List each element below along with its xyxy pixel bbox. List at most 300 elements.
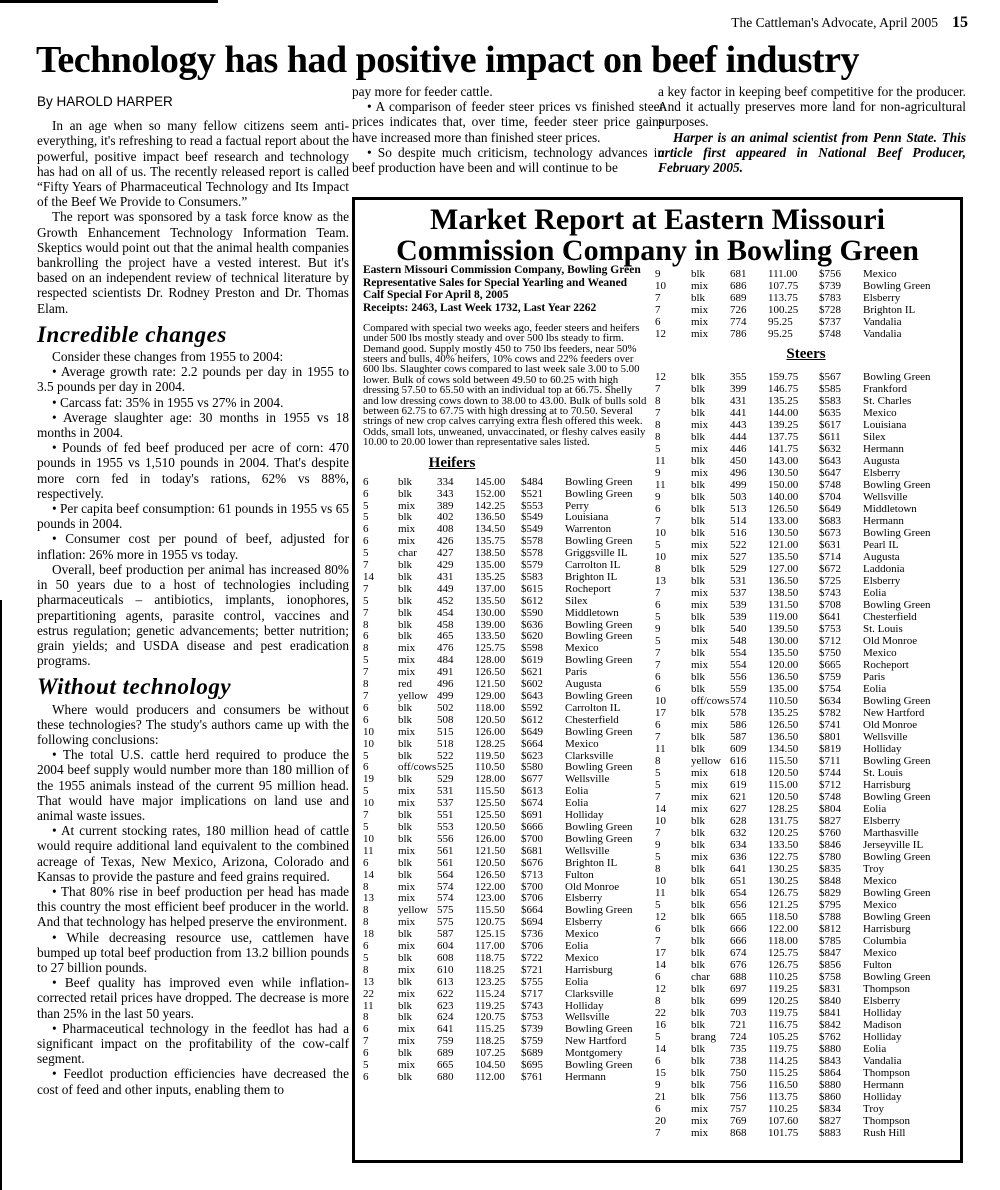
- sale-cell: 140.00: [768, 491, 799, 503]
- sale-cell: Bowling Green: [863, 479, 931, 491]
- sale-cell: Elsberry: [863, 815, 901, 827]
- sale-cell: 8: [363, 905, 369, 917]
- sale-row: [363, 691, 649, 703]
- sale-cell: 144.00: [768, 407, 799, 419]
- sale-cell: 125.50: [475, 810, 506, 822]
- sale-row: [655, 491, 957, 503]
- sale-cell: $634: [819, 695, 841, 707]
- sale-cell: Brighton IL: [863, 304, 916, 316]
- sale-cell: 697: [730, 983, 747, 995]
- sale-cell: 561: [437, 857, 454, 869]
- sale-row: [363, 584, 649, 596]
- article-headline: Technology has had positive impact on beef industry: [36, 39, 859, 81]
- sale-cell: 135.00: [768, 683, 799, 695]
- sale-cell: blk: [691, 863, 706, 875]
- sale-cell: $827: [819, 1115, 841, 1127]
- sale-cell: Augusta: [565, 679, 602, 691]
- sale-cell: Perry: [565, 500, 589, 512]
- sale-row: [363, 739, 649, 751]
- sale-row: [363, 810, 649, 822]
- sale-cell: 610: [437, 964, 454, 976]
- masthead: [731, 14, 968, 32]
- sale-cell: $641: [819, 611, 841, 623]
- sale-cell: 120.25: [768, 995, 799, 1007]
- sale-cell: 125.75: [475, 643, 506, 655]
- sale-cell: 125.75: [768, 947, 799, 959]
- paragraph: • While decreasing resource use, cattlemen have bumped up total beef production from 13.2 billion pounds to 27 billion pounds.: [37, 929, 349, 975]
- sale-cell: blk: [691, 923, 706, 935]
- sale-cell: 9: [655, 1079, 661, 1091]
- sale-row: [655, 431, 957, 443]
- sale-row: [655, 779, 957, 791]
- sale-cell: 5: [655, 611, 661, 623]
- sale-row: [363, 643, 649, 655]
- sale-cell: Bowling Green: [863, 755, 931, 767]
- sale-cell: 518: [437, 738, 454, 750]
- sale-cell: Middletown: [565, 607, 619, 619]
- sale-cell: 575: [437, 905, 454, 917]
- scan-artifact-top: [0, 0, 218, 3]
- sale-cell: 450: [730, 455, 747, 467]
- sale-cell: mix: [691, 467, 709, 479]
- sale-cell: 6: [655, 683, 661, 695]
- sale-cell: 5: [655, 851, 661, 863]
- sale-cell: Vandalia: [863, 1055, 902, 1067]
- sale-cell: 12: [655, 911, 666, 923]
- sale-cell: 119.00: [768, 611, 798, 623]
- sale-cell: 6: [363, 536, 369, 548]
- sale-cell: $521: [521, 488, 543, 500]
- sale-cell: 13: [363, 893, 374, 905]
- sale-cell: 137.00: [475, 583, 506, 595]
- sale-cell: red: [398, 679, 413, 691]
- sale-cell: Bowling Green: [863, 791, 931, 803]
- sale-cell: Harrisburg: [863, 923, 911, 935]
- sale-cell: $712: [819, 779, 841, 791]
- sale-cell: Bowling Green: [863, 695, 931, 707]
- sale-cell: 120.50: [475, 821, 506, 833]
- market-report-title-line2: Commission Company in Bowling Green: [396, 233, 919, 267]
- sale-cell: 444: [730, 431, 747, 443]
- sale-row: [655, 911, 957, 923]
- sale-cell: 7: [655, 587, 661, 599]
- sale-cell: 5: [363, 500, 369, 512]
- sale-cell: mix: [398, 1024, 416, 1036]
- sale-cell: char: [691, 971, 710, 983]
- paragraph: a key factor in keeping beef competitive for the producer. And it actually preserves more land for non-agricultural purposes.: [658, 84, 966, 130]
- sale-cell: 113.75: [768, 1091, 798, 1103]
- sale-cell: blk: [398, 583, 413, 595]
- sale-cell: $617: [819, 419, 841, 431]
- paragraph: • A comparison of feeder steer prices vs finished steer prices indicates that, over time, feeder steer price gains have increased more than finished steer prices.: [352, 99, 664, 145]
- sale-cell: Columbia: [863, 935, 907, 947]
- sale-cell: blk: [691, 1043, 706, 1055]
- sale-cell: 8: [655, 755, 661, 767]
- sale-row: [363, 715, 649, 727]
- sale-cell: 10: [655, 815, 666, 827]
- sale-row: [655, 851, 957, 863]
- sale-cell: Vandalia: [863, 328, 902, 340]
- sale-cell: 136.50: [768, 671, 799, 683]
- sale-cell: blk: [398, 1048, 413, 1060]
- sale-cell: 6: [655, 1055, 661, 1067]
- sale-cell: 118.50: [768, 911, 798, 923]
- sale-cell: blk: [691, 887, 706, 899]
- sale-cell: $736: [521, 929, 543, 941]
- sale-cell: 6: [655, 971, 661, 983]
- sale-row: [655, 1067, 957, 1079]
- sale-cell: $578: [521, 548, 543, 560]
- sale-cell: off/cows: [691, 695, 730, 707]
- sale-cell: 587: [437, 929, 454, 941]
- sale-row: [363, 917, 649, 929]
- sale-cell: 5: [363, 595, 369, 607]
- sale-cell: 6: [655, 719, 661, 731]
- sale-cell: blk: [398, 738, 413, 750]
- sale-cell: 574: [437, 881, 454, 893]
- sale-cell: 146.75: [768, 383, 799, 395]
- sale-cell: blk: [398, 476, 413, 488]
- sale-cell: $664: [521, 905, 543, 917]
- sale-cell: Bowling Green: [565, 691, 633, 702]
- byline: By HAROLD HARPER: [37, 94, 173, 109]
- sale-cell: 641: [437, 1024, 454, 1036]
- sale-cell: 139.25: [768, 419, 799, 431]
- sale-cell: Paris: [863, 671, 885, 683]
- paragraph: Receipts: 2463, Last Week 1732, Last Year 2262: [363, 302, 597, 315]
- sale-cell: blk: [398, 774, 413, 786]
- paragraph: Consider these changes from 1955 to 2004:: [52, 349, 284, 365]
- sale-cell: 6: [363, 524, 369, 536]
- sale-cell: $665: [819, 659, 841, 671]
- sale-cell: 107.75: [768, 280, 799, 292]
- paragraph: • That 80% rise in beef production per head has made this country the most efficient beef producer in the world. And that technology has helped preserve the environment.: [37, 883, 349, 930]
- sale-cell: 8: [655, 431, 661, 443]
- sale-cell: mix: [691, 719, 709, 731]
- sale-cell: Holliday: [863, 743, 902, 755]
- sale-cell: $753: [819, 623, 841, 635]
- sale-cell: $819: [819, 743, 841, 755]
- sale-row: [363, 667, 649, 679]
- sale-cell: Chesterfield: [565, 714, 619, 726]
- sale-row: [655, 863, 957, 875]
- sale-cell: 8: [363, 679, 369, 691]
- sale-cell: 120.00: [768, 659, 799, 671]
- paragraph: Harper is an animal scientist from Penn State. This article first appeared in National Beef Producer, February 2005.: [658, 129, 966, 176]
- sale-cell: mix: [691, 419, 709, 431]
- sale-cell: 686: [730, 280, 747, 292]
- sale-cell: mix: [398, 798, 416, 810]
- sale-row: [655, 947, 957, 959]
- sale-cell: blk: [691, 743, 706, 755]
- sale-cell: 427: [437, 548, 454, 560]
- sale-cell: 11: [363, 845, 374, 857]
- sale-row: [655, 1115, 957, 1127]
- sale-cell: 537: [730, 587, 747, 599]
- paragraph: • Consumer cost per pound of beef, adjusted for inflation: 26% more in 1955 vs today.: [37, 531, 349, 562]
- sale-cell: Carrolton IL: [565, 702, 621, 714]
- sale-row: [363, 524, 649, 536]
- sale-cell: Bowling Green: [863, 971, 931, 983]
- sale-row: [363, 941, 649, 953]
- sale-cell: mix: [691, 779, 709, 791]
- sale-row: [655, 292, 957, 304]
- sale-cell: $748: [819, 791, 841, 803]
- paragraph: • Pharmaceutical technology in the feedlot has had a significant impact on the profitability of the cow-calf segment.: [37, 1020, 349, 1067]
- sale-cell: 14: [655, 959, 666, 971]
- sale-cell: 674: [730, 947, 747, 959]
- sale-cell: $580: [521, 762, 543, 774]
- sale-cell: Mexico: [863, 899, 897, 911]
- sale-cell: Middletown: [863, 503, 917, 515]
- sale-row: [655, 671, 957, 683]
- sale-cell: 399: [730, 383, 747, 395]
- sale-cell: $759: [819, 671, 841, 683]
- sale-cell: 513: [730, 503, 747, 515]
- sale-cell: Louisiana: [863, 419, 907, 431]
- sale-row: [363, 786, 649, 798]
- sale-row: [655, 1043, 957, 1055]
- sale-cell: mix: [398, 845, 416, 857]
- sale-cell: 627: [730, 803, 747, 815]
- sale-cell: 10: [363, 738, 374, 750]
- sale-cell: 774: [730, 316, 747, 328]
- sale-row: [655, 479, 957, 491]
- sale-row: [655, 719, 957, 731]
- sale-cell: $883: [819, 1127, 841, 1139]
- sale-cell: Laddonia: [863, 563, 905, 575]
- sale-cell: 454: [437, 607, 454, 619]
- sale-row: [363, 477, 649, 489]
- sale-cell: mix: [398, 524, 416, 536]
- sale-cell: 7: [655, 304, 661, 316]
- sale-cell: 121.50: [475, 679, 506, 691]
- sale-cell: 666: [730, 923, 747, 935]
- sale-cell: Bowling Green: [565, 619, 633, 631]
- sale-cell: 126.50: [768, 503, 799, 515]
- sale-cell: mix: [398, 655, 416, 667]
- sale-cell: 502: [437, 702, 454, 714]
- sale-row: [655, 539, 957, 551]
- sale-cell: 22: [363, 988, 374, 1000]
- sale-cell: mix: [398, 667, 416, 679]
- sale-cell: 10: [655, 875, 666, 887]
- sale-cell: Thompson: [863, 983, 911, 995]
- sale-cell: 6: [363, 941, 369, 953]
- sale-cell: $842: [819, 1019, 841, 1031]
- sale-cell: mix: [691, 1127, 709, 1139]
- paragraph: • The total U.S. cattle herd required to produce the 2004 beef supply would number more than 180 million of the 1955 animals instead of the current 95 million head. That would have major implications on land use and animal waste issues.: [37, 747, 349, 823]
- sale-cell: Holliday: [863, 1031, 902, 1043]
- sale-cell: 10: [655, 280, 666, 292]
- sale-cell: 604: [437, 941, 454, 953]
- sale-cell: Rocheport: [863, 659, 909, 671]
- sale-cell: Bowling Green: [565, 726, 633, 738]
- sale-cell: 11: [655, 455, 666, 467]
- sale-cell: blk: [691, 947, 706, 959]
- sale-cell: blk: [398, 821, 413, 833]
- sale-cell: blk: [398, 976, 413, 988]
- sale-cell: 118.00: [768, 935, 798, 947]
- sale-cell: 8: [363, 917, 369, 929]
- sale-cell: $840: [819, 995, 841, 1007]
- sale-row: [655, 371, 957, 383]
- sale-cell: 150.00: [768, 479, 799, 491]
- sale-cell: 138.50: [475, 548, 506, 560]
- sale-cell: $689: [521, 1048, 543, 1060]
- sale-cell: $649: [521, 726, 543, 738]
- sale-cell: Silex: [863, 431, 886, 443]
- sale-cell: $635: [819, 407, 841, 419]
- sale-cell: 121.00: [768, 539, 799, 551]
- paragraph: The report was sponsored by a task force know as the Growth Enhancement Technology Information Team. Skeptics would point out that the animal health companies bankrolling the project have a vested interest. But it's based on an independent review of technical literature by respected scientists Dr. Rodney Preston and Dr. Thomas Elam.: [37, 209, 349, 316]
- sale-cell: Hermann: [863, 443, 904, 455]
- sale-cell: 5: [363, 750, 369, 762]
- sale-cell: 496: [437, 679, 454, 691]
- sale-cell: 14: [655, 1043, 666, 1055]
- sale-row: [655, 1055, 957, 1067]
- sale-cell: 636: [730, 851, 747, 863]
- sale-cell: St. Louis: [863, 767, 903, 779]
- sale-cell: 135.50: [475, 595, 506, 607]
- sale-cell: Eolia: [863, 683, 887, 695]
- sale-cell: 118.25: [475, 1036, 505, 1048]
- sale-cell: 121.50: [475, 845, 506, 857]
- sale-cell: Rush Hill: [863, 1127, 906, 1139]
- sale-cell: 120.75: [475, 1012, 506, 1024]
- paragraph: • Carcass fat: 35% in 1955 vs 27% in 2004.: [52, 394, 284, 410]
- sale-cell: blk: [398, 702, 413, 714]
- sale-cell: blk: [691, 491, 706, 503]
- sale-row: [655, 707, 957, 719]
- sale-cell: 6: [655, 1103, 661, 1115]
- sale-cell: $841: [819, 1007, 841, 1019]
- sale-cell: 16: [655, 1019, 666, 1031]
- sale-row: [655, 395, 957, 407]
- sale-cell: 95.25: [768, 316, 793, 328]
- sale-cell: 522: [437, 750, 454, 762]
- sale-cell: 699: [730, 995, 747, 1007]
- sale-cell: 117.00: [475, 941, 505, 953]
- sale-cell: 135.50: [768, 647, 799, 659]
- sale-cell: blk: [691, 671, 706, 683]
- sale-cell: blk: [691, 479, 706, 491]
- sale-cell: 139.50: [768, 623, 799, 635]
- sale-cell: Eolia: [863, 803, 887, 815]
- sale-cell: $706: [521, 893, 543, 905]
- sale-cell: 6: [655, 599, 661, 611]
- sale-cell: 8: [655, 395, 661, 407]
- sale-cell: $843: [819, 1055, 841, 1067]
- sale-cell: $592: [521, 702, 543, 714]
- sale-cell: $700: [521, 833, 543, 845]
- sale-cell: $856: [819, 959, 841, 971]
- sale-cell: $758: [819, 971, 841, 983]
- sale-cell: $631: [819, 539, 841, 551]
- market-report-right-column: [655, 264, 957, 1139]
- sale-cell: Harrisburg: [565, 964, 613, 976]
- sale-cell: yellow: [398, 691, 428, 702]
- sale-cell: 721: [730, 1019, 747, 1031]
- sale-cell: Chesterfield: [863, 611, 917, 623]
- sale-cell: 8: [363, 643, 369, 655]
- sale-cell: 465: [437, 631, 454, 643]
- sale-row: [655, 1091, 957, 1103]
- sale-row: [655, 1103, 957, 1115]
- sale-cell: 17: [655, 707, 666, 719]
- sale-cell: blk: [398, 952, 413, 964]
- heifers-table: [363, 477, 649, 1084]
- steers-table: [655, 371, 957, 1139]
- sale-cell: blk: [691, 815, 706, 827]
- sale-cell: Mexico: [863, 947, 897, 959]
- sale-cell: Augusta: [863, 551, 900, 563]
- sale-cell: blk: [691, 899, 706, 911]
- sale-cell: $717: [521, 988, 543, 1000]
- sale-cell: $691: [521, 810, 543, 822]
- sale-cell: mix: [691, 1115, 709, 1127]
- sale-cell: 7: [655, 292, 661, 304]
- sale-row: [655, 623, 957, 635]
- sale-cell: 15: [655, 1067, 666, 1079]
- sale-cell: $643: [819, 455, 841, 467]
- sale-cell: 656: [730, 899, 747, 911]
- sale-cell: 135.25: [475, 571, 506, 583]
- sale-cell: $739: [819, 280, 841, 292]
- sale-cell: blk: [691, 731, 706, 743]
- sale-cell: 9: [655, 268, 661, 280]
- sale-cell: Harrisburg: [863, 779, 911, 791]
- sale-cell: 126.50: [475, 869, 506, 881]
- sale-cell: blk: [691, 1055, 706, 1067]
- sale-row: [363, 774, 649, 786]
- sale-cell: 426: [437, 536, 454, 548]
- sale-cell: 6: [363, 1048, 369, 1060]
- sale-row: [363, 1048, 649, 1060]
- sale-cell: 503: [730, 491, 747, 503]
- sale-cell: 136.50: [475, 512, 506, 524]
- sale-cell: 7: [363, 691, 369, 702]
- sale-cell: 116.50: [768, 1079, 798, 1091]
- sale-cell: $683: [819, 515, 841, 527]
- sale-cell: 118.75: [475, 952, 505, 964]
- sale-cell: Elsberry: [565, 893, 603, 905]
- sale-row: [363, 882, 649, 894]
- sale-cell: 110.25: [768, 1103, 798, 1115]
- sale-cell: mix: [691, 551, 709, 563]
- sale-cell: Bowling Green: [565, 1060, 633, 1072]
- paragraph: Eastern Missouri Commission Company, Bowling Green: [363, 264, 641, 276]
- sale-cell: 756: [730, 1091, 747, 1103]
- sale-row: [655, 503, 957, 515]
- sale-cell: 12: [655, 328, 666, 340]
- sale-cell: 334: [437, 476, 454, 488]
- sale-cell: blk: [398, 631, 413, 643]
- column-1-paragraphs: [37, 118, 349, 1097]
- sale-cell: blk: [691, 515, 706, 527]
- sale-cell: $753: [521, 1012, 543, 1024]
- sale-cell: 6: [363, 1072, 369, 1083]
- sale-cell: blk: [691, 1079, 706, 1091]
- sale-cell: $714: [819, 551, 841, 563]
- sale-cell: 554: [730, 647, 747, 659]
- sale-row: [363, 953, 649, 965]
- sale-cell: blk: [398, 607, 413, 619]
- sale-cell: Bowling Green: [565, 762, 633, 774]
- sale-cell: Frankford: [863, 383, 907, 395]
- sale-cell: $583: [521, 571, 543, 583]
- sale-cell: mix: [398, 726, 416, 738]
